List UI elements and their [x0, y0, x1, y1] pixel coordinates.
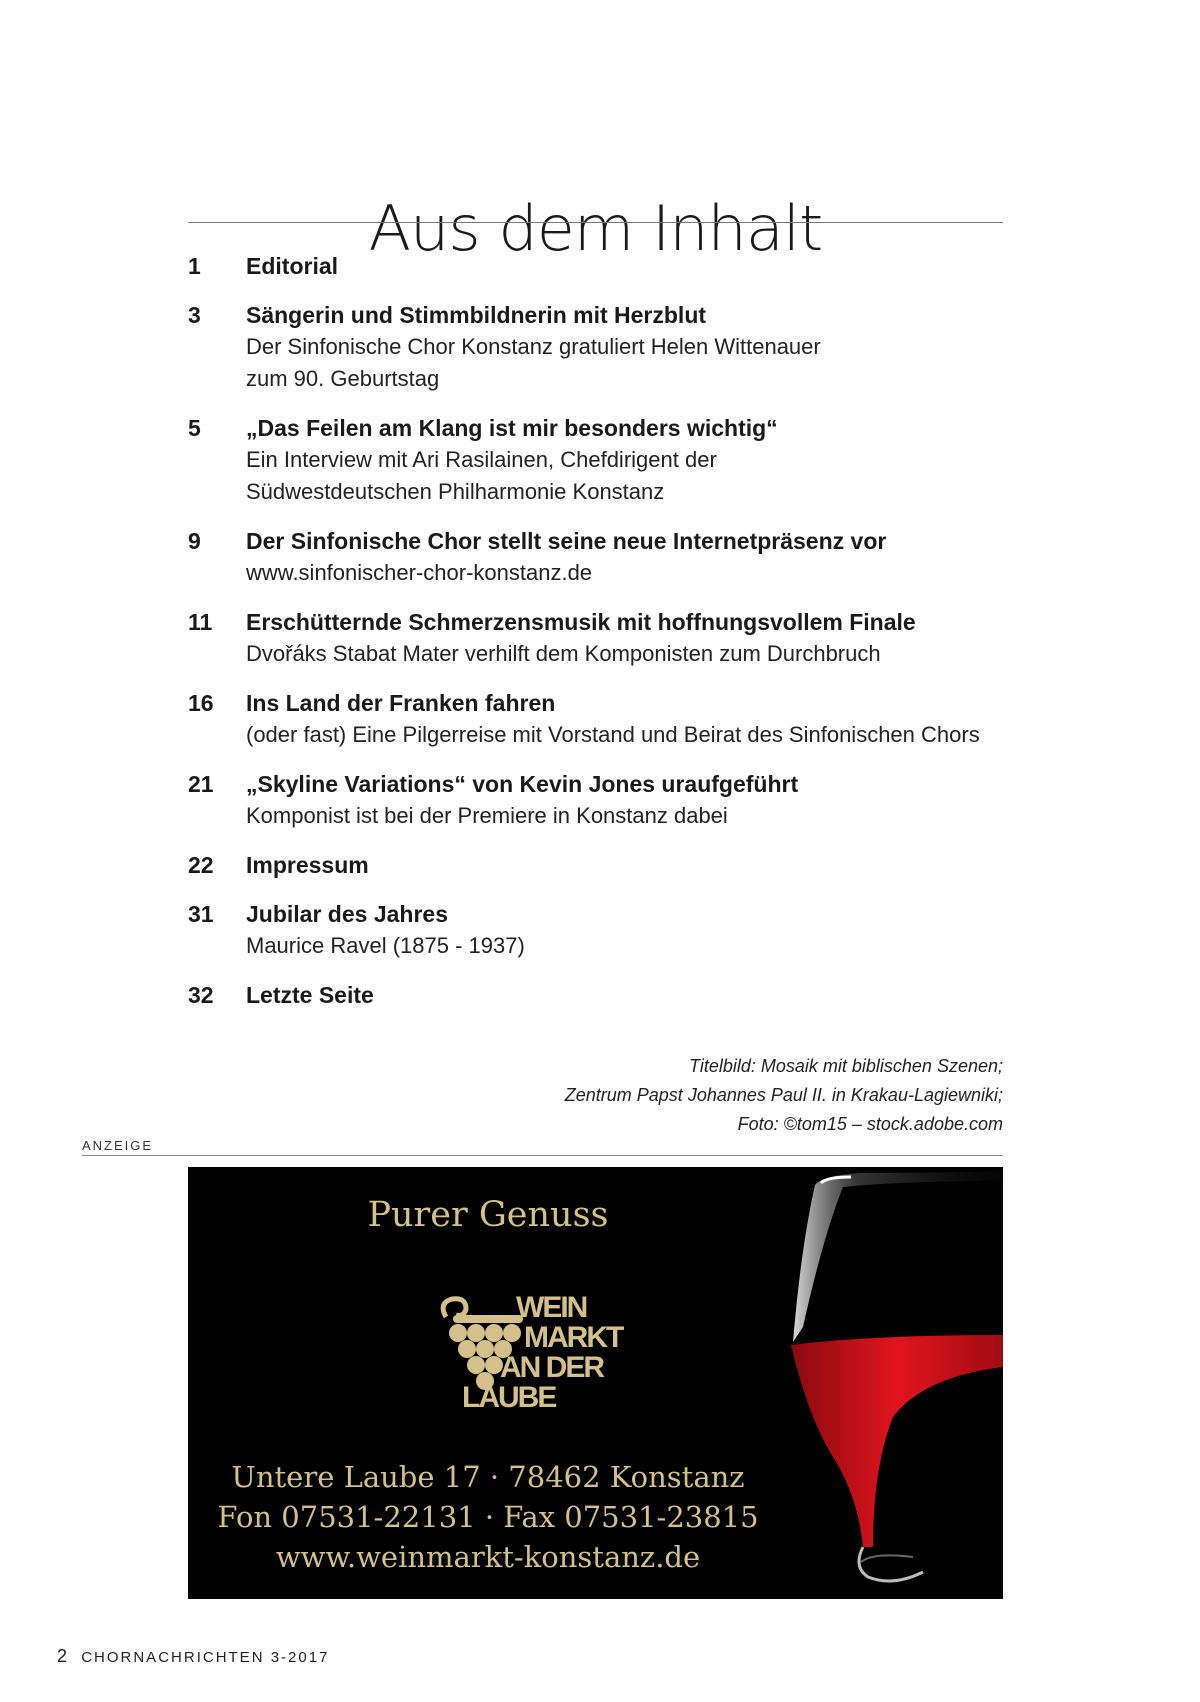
advertisement	[188, 1167, 1003, 1599]
toc-page-number: 21	[188, 771, 214, 797]
title-divider	[188, 222, 1003, 223]
toc-page-number: 11	[188, 609, 213, 635]
logo-lettering: WEIN	[516, 1291, 587, 1324]
page-footer	[57, 1646, 329, 1667]
publication-name: CHORNACHRICHTEN 3-2017	[81, 1649, 330, 1666]
toc-subtitle: www.sinfonischer-chor-konstanz.de	[246, 560, 593, 585]
page-title: Aus dem Inhalt	[368, 191, 823, 265]
toc-page-number: 5	[188, 415, 201, 441]
ad-headline: Purer Genuss	[367, 1195, 609, 1235]
toc-page-number: 3	[188, 302, 201, 328]
wine-glass-image	[753, 1167, 1003, 1599]
toc-heading: „Das Feilen am Klang ist mir besonders wichtig“	[246, 415, 778, 441]
toc-heading: Editorial	[246, 253, 339, 279]
toc-heading: Jubilar des Jahres	[246, 901, 448, 927]
ad-website-link[interactable]: www.weinmarkt-konstanz.de	[275, 1540, 701, 1574]
weinmarkt-logo	[438, 1287, 638, 1417]
page-number: 2	[57, 1646, 68, 1666]
toc-heading: Ins Land der Franken fahren	[246, 690, 556, 716]
toc-entry[interactable]	[188, 849, 1003, 881]
ad-address-line: Untere Laube 17 · 78462 Konstanz	[231, 1460, 745, 1494]
ad-phone-line: Fon 07531-22131 · Fax 07531-23815	[217, 1500, 759, 1534]
advertisement-divider	[82, 1155, 1003, 1156]
advertisement-label: ANZEIGE	[82, 1138, 154, 1153]
toc-entry[interactable]	[188, 412, 1003, 508]
toc-heading: Sängerin und Stimmbildnerin mit Herzblut	[246, 302, 707, 328]
toc-entry[interactable]	[188, 979, 1003, 1011]
toc-subtitle: Ein Interview mit Ari Rasilainen, Chefdirigent der	[246, 447, 717, 472]
ad-contact	[188, 1457, 788, 1577]
toc-subtitle: (oder fast) Eine Pilgerreise mit Vorstand und Beirat des Sinfonischen Chors	[246, 722, 980, 747]
credit-line: Titelbild: Mosaik mit biblischen Szenen;	[689, 1056, 1003, 1076]
toc-entry[interactable]	[188, 606, 1003, 670]
toc-entry[interactable]	[188, 768, 1003, 832]
toc-page-number: 31	[188, 901, 214, 927]
credit-line: Foto: ©tom15 – stock.adobe.com	[737, 1114, 1003, 1134]
toc-subtitle: zum 90. Geburtstag	[246, 366, 440, 391]
logo-lettering: AN DER	[500, 1351, 604, 1384]
toc-entry[interactable]	[188, 687, 1003, 751]
table-of-contents	[188, 250, 1003, 1028]
toc-subtitle: Dvořáks Stabat Mater verhilft dem Komponisten zum Durchbruch	[246, 641, 881, 666]
credit-line: Zentrum Papst Johannes Paul II. in Krakau-Lagiewniki;	[564, 1085, 1003, 1105]
toc-heading: Letzte Seite	[246, 982, 374, 1008]
toc-page-number: 16	[188, 690, 214, 716]
toc-page-number: 1	[188, 253, 201, 279]
toc-entry[interactable]	[188, 525, 1003, 589]
toc-entry[interactable]	[188, 299, 1003, 395]
toc-subtitle: Komponist ist bei der Premiere in Konstanz dabei	[246, 803, 728, 828]
toc-heading: Erschütternde Schmerzensmusik mit hoffnungsvollem Finale	[246, 609, 916, 635]
toc-page-number: 32	[188, 982, 214, 1008]
toc-subtitle: Maurice Ravel (1875 - 1937)	[246, 933, 525, 958]
toc-entry[interactable]	[188, 898, 1003, 962]
cover-photo-credit	[430, 1052, 1003, 1139]
toc-subtitle: Der Sinfonische Chor Konstanz gratuliert Helen Wittenauer	[246, 334, 821, 359]
toc-heading: Der Sinfonische Chor stellt seine neue Internetpräsenz vor	[246, 528, 887, 554]
logo-lettering: LAUBE	[462, 1381, 556, 1414]
toc-page-number: 22	[188, 852, 214, 878]
toc-subtitle: Südwestdeutschen Philharmonie Konstanz	[246, 479, 665, 504]
toc-page-number: 9	[188, 528, 201, 554]
toc-heading: Impressum	[246, 852, 369, 878]
toc-entry[interactable]	[188, 250, 1003, 282]
logo-lettering: MARKT	[524, 1321, 623, 1354]
toc-heading: „Skyline Variations“ von Kevin Jones uraufgeführt	[246, 771, 799, 797]
